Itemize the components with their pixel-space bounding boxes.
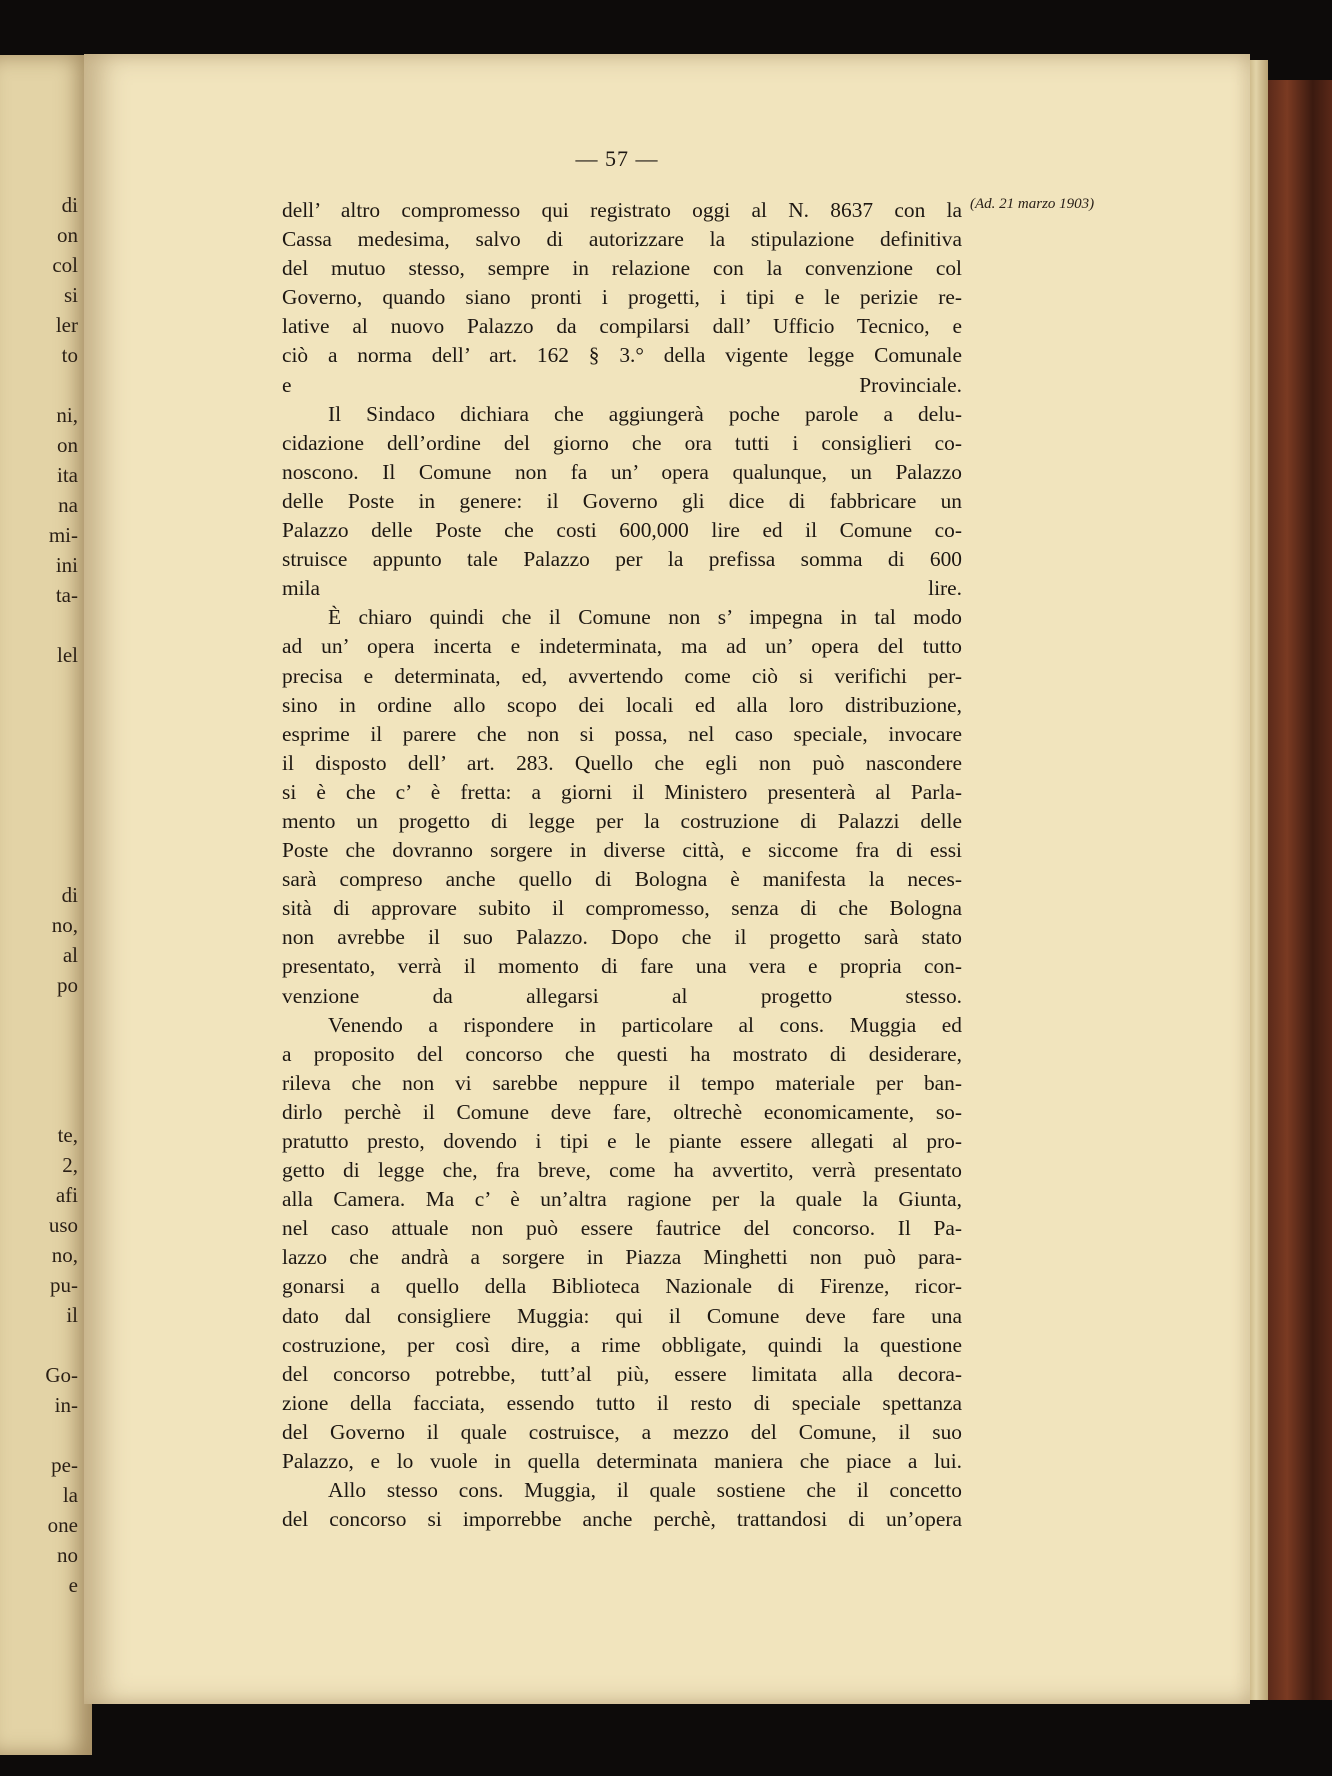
paragraph [282,1011,962,1477]
left-page-fragment: no, [51,1243,78,1267]
left-page-fragment: pe- [51,1453,78,1477]
text-line: Palazzo, e lo vuole in quella determinata maniera che piace a lui. [282,1449,962,1474]
text-line: pratutto presto, dovendo i tipi e le piante essere allegati al pro- [282,1129,962,1153]
left-page-fragment: in- [54,1393,78,1417]
text-line: getto di legge che, fra breve, come ha avvertito, verrà presentato [282,1158,962,1183]
text-line: dell’ altro compromesso qui registrato oggi al N. 8637 con la [282,198,962,222]
text-line: È chiaro quindi che il Comune non s’ impegna in tal modo [328,605,962,630]
text-line: si è che c’ è fretta: a giorni il Ministero presenterà al Parla- [282,779,962,804]
left-page-fragment: to [61,343,78,367]
left-page-fragment: no, [51,913,78,937]
left-page [0,55,92,1755]
left-page-fragment: ler [55,313,78,337]
text-line: rileva che non vi sarebbe neppure il tempo materiale per ban- [282,1070,962,1095]
text-line: venzione da allegarsi al progetto stesso. [282,983,962,1008]
left-page-fragment: no [57,1543,78,1567]
text-line: zione della facciata, essendo tutto il resto di speciale spettanza [282,1390,962,1415]
text-line: gonarsi a quello della Biblioteca Nazionale di Firenze, ricor- [282,1274,962,1299]
left-page-fragment [45,700,78,730]
left-page-fragment [45,760,78,790]
text-line: sità di approvare subito il compromesso, senza di che Bologna [282,896,962,921]
text-line: presentato, verrà il momento di fare una vera e propria con- [282,954,962,979]
page-number: — 57 — [575,146,659,171]
text-line: precisa e determinata, ed, avvertendo come ciò si verifichi per- [282,663,962,688]
left-page-fragment [45,1090,78,1120]
text-line: dato dal consigliere Muggia: qui il Comune deve fare una [282,1303,962,1328]
page-stack-edge [1248,60,1268,1700]
text-line: del concorso potrebbe, tutt’al più, essere limitata alla decora- [282,1361,962,1386]
left-page-fragment: col [52,253,78,277]
left-page-fragment: il [66,1303,78,1327]
text-line: e Provinciale. [282,372,962,397]
left-page-fragment [45,1330,78,1360]
left-page-fragment [45,1060,78,1090]
text-line: Palazzo delle Poste che costi 600,000 lire ed il Comune co- [282,518,962,543]
text-line: mila lire. [282,576,962,601]
body-text [282,196,962,1534]
left-page-fragment [45,730,78,760]
text-line: del mutuo stesso, sempre in relazione con la convenzione col [282,256,962,281]
left-page-fragment: lel [57,643,78,667]
text-line: sino in ordine allo scopo dei locali ed alla loro distribuzione, [282,692,962,717]
text-line: esprime il parere che non si possa, nel caso speciale, invocare [282,721,962,746]
left-page-fragment: on [57,433,78,457]
text-line: del concorso si imporrebbe anche perchè, trattandosi di un’opera [282,1507,962,1532]
left-page-fragment: ni, [56,403,78,427]
left-page-fragment [45,1420,78,1450]
left-page-fragment [45,1030,78,1060]
left-page-fragment: ta- [55,583,78,607]
text-line: Allo stesso cons. Muggia, il quale sostiene che il concetto [328,1478,962,1503]
left-page-fragment: 2, [62,1153,78,1177]
text-line: alla Camera. Ma c’ è un’altra ragione per la quale la Giunta, [282,1187,962,1212]
text-line: il disposto dell’ art. 283. Quello che egli non può nascondere [282,750,962,775]
text-line: a proposito del concorso che questi ha mostrato di desiderare, [282,1041,962,1066]
left-page-fragment: one [47,1513,78,1537]
text-line: dirlo perchè il Comune deve fare, oltrechè economicamente, so- [282,1099,962,1124]
left-page-fragment: po [57,973,78,997]
left-page-fragment: afi [55,1183,78,1207]
text-line: del Governo il quale costruisce, a mezzo del Comune, il suo [282,1419,962,1444]
text-line: nel caso attuale non può essere fautrice del concorso. Il Pa- [282,1216,962,1241]
text-line: ciò a norma dell’ art. 162 § 3.° della vigente legge Comunale [282,343,962,368]
text-line: costruzione, per così dire, a rime obbligate, quindi la questione [282,1332,962,1357]
left-page-fragment: mi- [48,523,78,547]
text-line: lazzo che andrà a sorgere in Piazza Minghetti non può para- [282,1245,962,1270]
left-page-fragment: di [61,193,78,217]
text-line: cidazione dell’ordine del giorno che ora tutti i consiglieri co- [282,430,962,455]
left-page-fragment [45,820,78,850]
left-page-fragment: na [58,493,78,517]
left-page-fragment [45,1000,78,1030]
text-line: mento un progetto di legge per la costruzione di Palazzi delle [282,808,962,833]
book-cover-edge [1268,80,1332,1700]
left-page-fragment: on [57,223,78,247]
text-line: Venendo a rispondere in particolare al cons. Muggia ed [328,1012,962,1037]
text-line: struisce appunto tale Palazzo per la prefissa somma di 600 [282,547,962,572]
left-page-fragment: la [62,1483,78,1507]
paragraph [282,196,962,400]
left-page-fragment [45,370,78,400]
right-page [84,54,1250,1704]
marginal-date-note: (Ad. 21 marzo 1903) [970,196,1095,212]
text-line: Cassa medesima, salvo di autorizzare la stipulazione definitiva [282,227,962,252]
text-line: delle Poste in genere: il Governo gli dice di fabbricare un [282,488,962,513]
left-page-fragment: al [62,943,78,967]
text-line: sarà compreso anche quello di Bologna è manifesta la neces- [282,867,962,892]
left-page-fragment: ini [55,553,78,577]
left-page-fragment: si [63,283,78,307]
left-page-fragment: e [68,1573,78,1597]
text-line: noscono. Il Comune non fa un’ opera qualunque, un Palazzo [282,459,962,484]
left-page-fragment: di [61,883,78,907]
left-page-fragment: ita [57,463,78,487]
left-page-fragment [45,850,78,880]
paragraph [282,400,962,604]
text-line: Poste che dovranno sorgere in diverse città, e siccome fra di essi [282,838,962,863]
text-line: Il Sindaco dichiara che aggiungerà poche parole a delu- [328,401,962,426]
text-line: Governo, quando siano pronti i progetti, i tipi e le perizie re- [282,285,962,310]
left-page-fragment [45,670,78,700]
left-page-fragment: pu- [50,1273,78,1297]
text-line: lative al nuovo Palazzo da compilarsi dall’ Ufficio Tecnico, e [282,314,962,339]
paragraph [282,1476,962,1534]
left-page-fragment [45,790,78,820]
left-page-fragment [45,610,78,640]
text-line: ad un’ opera incerta e indeterminata, ma ad un’ opera del tutto [282,634,962,659]
left-page-fragment: Go- [45,1363,78,1387]
text-line: non avrebbe il suo Palazzo. Dopo che il progetto sarà stato [282,925,962,950]
left-page-fragment: uso [48,1213,78,1237]
paragraph [282,603,962,1010]
left-page-text-fragments [45,190,78,1600]
left-page-fragment: te, [57,1123,78,1147]
